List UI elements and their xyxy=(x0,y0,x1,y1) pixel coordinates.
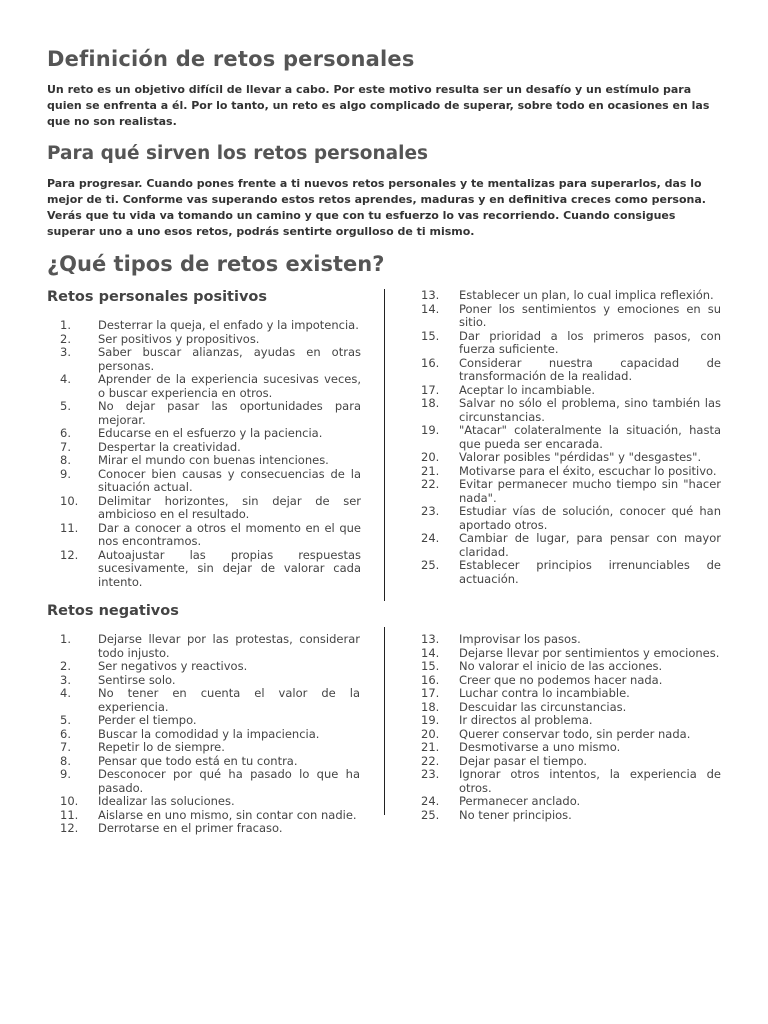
list-item-number: 14. xyxy=(421,301,440,316)
list-item xyxy=(421,701,721,715)
list-item xyxy=(421,714,721,728)
list-item-text: Ser negativos y reactivos. xyxy=(98,659,248,673)
negative-list-left xyxy=(60,633,360,836)
list-item-text: Establecer principios irrenunciables de actuación. xyxy=(459,558,721,586)
list-item-text: Idealizar las soluciones. xyxy=(98,794,235,808)
list-item-text: Cambiar de lugar, para pensar con mayor claridad. xyxy=(459,531,721,559)
list-item-text: Aprender de la experiencia sucesivas veces, o buscar experiencia en otros. xyxy=(98,372,361,400)
list-item xyxy=(60,346,361,373)
list-item-text: Estudiar vías de solución, conocer qué han aportado otros. xyxy=(459,504,721,532)
list-item-number: 11. xyxy=(60,520,79,535)
list-item xyxy=(60,755,360,769)
list-item-number: 3. xyxy=(60,345,71,359)
negative-challenges-heading: Retos negativos xyxy=(47,603,179,619)
list-item-number: 5. xyxy=(60,399,71,413)
list-item xyxy=(421,660,721,674)
list-item-number: 11. xyxy=(60,807,79,822)
list-item xyxy=(60,468,361,495)
column-divider xyxy=(384,627,385,815)
list-item-text: Aislarse en uno mismo, sin contar con nadie. xyxy=(98,807,357,822)
list-item xyxy=(60,674,360,688)
list-item-number: 16. xyxy=(421,355,440,370)
list-item-number: 13. xyxy=(421,632,440,646)
list-item-text: No dejar pasar las oportunidades para mejorar. xyxy=(98,399,361,427)
list-item-text: Establecer un plan, lo cual implica reflexión. xyxy=(459,288,714,302)
list-item xyxy=(421,384,721,398)
list-item xyxy=(60,441,361,455)
list-item-text: Autoajustar las propias respuestas sucesivamente, sin dejar de valorar cada intento. xyxy=(98,547,361,589)
list-item xyxy=(60,522,361,549)
list-item-number: 17. xyxy=(421,686,440,700)
list-item-number: 23. xyxy=(421,504,440,518)
list-item-text: Motivarse para el éxito, escuchar lo positivo. xyxy=(459,463,717,478)
list-item-number: 17. xyxy=(421,382,440,397)
list-item xyxy=(60,728,360,742)
page-title: Definición de retos personales xyxy=(47,47,415,71)
list-item xyxy=(60,373,361,400)
list-item-number: 20. xyxy=(421,726,440,741)
positive-list-right xyxy=(421,289,721,586)
column-divider xyxy=(384,289,385,601)
list-item-text: Buscar la comodidad y la impaciencia. xyxy=(98,726,320,741)
list-item xyxy=(421,424,721,451)
list-item-number: 9. xyxy=(60,466,71,481)
list-item-number: 21. xyxy=(421,740,440,754)
list-item-text: Dar a conocer a otros el momento en el que nos encontramos. xyxy=(98,520,361,548)
list-item-text: Desmotivarse a uno mismo. xyxy=(459,740,621,754)
list-item-text: Poner los sentimientos y emociones en su sitio. xyxy=(459,301,721,329)
list-item-number: 6. xyxy=(60,426,71,440)
list-item-text: Dejar pasar el tiempo. xyxy=(459,753,588,768)
list-item-text: Repetir lo de siempre. xyxy=(98,740,225,754)
list-item xyxy=(60,795,360,809)
section-heading-purpose: Para qué sirven los retos personales xyxy=(47,143,429,164)
list-item-text: No valorar el inicio de las acciones. xyxy=(459,659,663,673)
list-item-text: Pensar que todo está en tu contra. xyxy=(98,753,298,768)
purpose-paragraph: Para progresar. Cuando pones frente a ti nuevos retos personales y te mentalizas para superarlos, das lo mejor de ti. Conforme vas superando estos retos aprendes, maduras y en definitiva creces como persona. Verás que tu vida va tomando un camino y que con tu esfuerzo lo vas recorriendo. Cuando consigues superar uno a uno esos retos, podrás sentirte orgulloso de ti mismo. xyxy=(47,177,706,238)
list-item xyxy=(421,505,721,532)
list-item-number: 15. xyxy=(421,659,440,673)
list-item xyxy=(60,400,361,427)
list-item-number: 18. xyxy=(421,699,440,714)
list-item xyxy=(421,674,721,688)
list-item-number: 10. xyxy=(60,493,79,508)
list-item-number: 7. xyxy=(60,439,71,454)
list-item xyxy=(421,728,721,742)
list-item-number: 2. xyxy=(60,659,71,673)
list-item-number: 7. xyxy=(60,740,71,754)
list-item xyxy=(60,768,360,795)
list-item-number: 3. xyxy=(60,672,71,687)
list-item xyxy=(421,357,721,384)
list-item-number: 20. xyxy=(421,450,440,464)
list-item-number: 19. xyxy=(421,713,440,727)
list-item-text: Desterrar la queja, el enfado y la impotencia. xyxy=(98,318,359,332)
list-item-text: Educarse en el esfuerzo y la paciencia. xyxy=(98,426,323,440)
list-item xyxy=(421,741,721,755)
list-item-text: Salvar no sólo el problema, sino también las circunstancias. xyxy=(459,396,721,424)
list-item-text: Aceptar lo incambiable. xyxy=(459,382,596,397)
list-item-number: 2. xyxy=(60,331,71,346)
list-item xyxy=(421,289,721,303)
list-item xyxy=(60,333,361,347)
list-item-text: Creer que no podemos hacer nada. xyxy=(459,672,663,687)
list-item xyxy=(421,465,721,479)
list-item-number: 14. xyxy=(421,645,440,660)
list-item-number: 4. xyxy=(60,686,71,700)
list-item-text: Despertar la creatividad. xyxy=(98,439,241,454)
list-item xyxy=(60,687,360,714)
list-item xyxy=(60,741,360,755)
list-item-text: Ser positivos y propositivos. xyxy=(98,331,260,346)
list-item xyxy=(60,427,361,441)
list-item-text: Ignorar otros intentos, la experiencia de otros. xyxy=(459,767,721,795)
list-item-text: Delimitar horizontes, sin dejar de ser ambicioso en el resultado. xyxy=(98,493,361,521)
positive-list-left xyxy=(60,319,361,589)
list-item-text: Desconocer por qué ha pasado lo que ha pasado. xyxy=(98,767,360,795)
list-item-number: 18. xyxy=(421,396,440,410)
list-item-number: 25. xyxy=(421,558,440,572)
list-item xyxy=(421,795,721,809)
positive-challenges-heading: Retos personales positivos xyxy=(47,289,268,305)
list-item-text: Luchar contra lo incambiable. xyxy=(459,686,630,700)
list-item xyxy=(60,822,360,836)
list-item-number: 6. xyxy=(60,726,71,741)
list-item xyxy=(421,532,721,559)
section-heading-types: ¿Qué tipos de retos existen? xyxy=(47,252,385,276)
list-item-number: 24. xyxy=(421,531,440,545)
list-item-text: No tener principios. xyxy=(459,807,572,822)
list-item-text: Mirar el mundo con buenas intenciones. xyxy=(98,453,329,467)
list-item-number: 9. xyxy=(60,767,71,781)
list-item-number: 19. xyxy=(421,423,440,437)
list-item-text: Sentirse solo. xyxy=(98,672,176,687)
list-item-number: 21. xyxy=(421,463,440,478)
list-item-text: Evitar permanecer mucho tiempo sin "hacer nada". xyxy=(459,477,721,505)
list-item xyxy=(60,660,360,674)
list-item xyxy=(60,633,360,660)
list-item xyxy=(421,768,721,795)
list-item-number: 12. xyxy=(60,821,79,835)
list-item-number: 4. xyxy=(60,372,71,386)
list-item xyxy=(421,755,721,769)
list-item xyxy=(421,633,721,647)
list-item-number: 16. xyxy=(421,672,440,687)
list-item-number: 22. xyxy=(421,753,440,768)
list-item xyxy=(60,809,360,823)
list-item xyxy=(421,647,721,661)
list-item-text: Descuidar las circunstancias. xyxy=(459,699,627,714)
list-item xyxy=(60,549,361,590)
list-item-text: "Atacar" colateralmente la situación, hasta que pueda ser encarada. xyxy=(459,423,721,451)
list-item xyxy=(60,714,360,728)
list-item-text: Dar prioridad a los primeros pasos, con fuerza suficiente. xyxy=(459,328,721,356)
list-item xyxy=(60,454,361,468)
list-item xyxy=(60,319,361,333)
list-item-number: 24. xyxy=(421,794,440,808)
list-item xyxy=(421,397,721,424)
list-item-text: Derrotarse en el primer fracaso. xyxy=(98,821,283,835)
list-item-number: 8. xyxy=(60,453,71,467)
list-item-text: No tener en cuenta el valor de la experiencia. xyxy=(98,686,360,714)
list-item-text: Considerar nuestra capacidad de transformación de la realidad. xyxy=(459,355,721,383)
list-item xyxy=(421,330,721,357)
list-item-text: Ir directos al problema. xyxy=(459,713,593,727)
list-item-number: 25. xyxy=(421,807,440,822)
list-item xyxy=(421,478,721,505)
list-item-number: 8. xyxy=(60,753,71,768)
list-item xyxy=(421,809,721,823)
list-item xyxy=(421,687,721,701)
list-item-number: 10. xyxy=(60,794,79,808)
list-item-text: Saber buscar alianzas, ayudas en otras personas. xyxy=(98,345,361,373)
list-item xyxy=(421,559,721,586)
list-item-text: Querer conservar todo, sin perder nada. xyxy=(459,726,691,741)
list-item xyxy=(60,495,361,522)
list-item xyxy=(421,451,721,465)
list-item-text: Valorar posibles "pérdidas" y "desgastes". xyxy=(459,450,702,464)
list-item-number: 23. xyxy=(421,767,440,781)
list-item-number: 1. xyxy=(60,632,71,646)
list-item-number: 1. xyxy=(60,318,71,332)
list-item-number: 5. xyxy=(60,713,71,727)
list-item-text: Dejarse llevar por sentimientos y emociones. xyxy=(459,645,720,660)
list-item-text: Perder el tiempo. xyxy=(98,713,197,727)
list-item-text: Improvisar los pasos. xyxy=(459,632,581,646)
list-item xyxy=(421,303,721,330)
list-item-number: 13. xyxy=(421,288,440,302)
list-item-number: 22. xyxy=(421,477,440,491)
negative-list-right xyxy=(421,633,721,822)
list-item-text: Permanecer anclado. xyxy=(459,794,581,808)
intro-paragraph: Un reto es un objetivo difícil de llevar a cabo. Por este motivo resulta ser un desafío y un estímulo para quien se enfrenta a él. Por lo tanto, un reto es algo complicado de superar, sobre todo en ocasiones en las que no son realistas. xyxy=(47,83,710,128)
list-item-number: 15. xyxy=(421,328,440,343)
list-item-text: Dejarse llevar por las protestas, considerar todo injusto. xyxy=(98,632,360,660)
list-item-text: Conocer bien causas y consecuencias de la situación actual. xyxy=(98,466,361,494)
list-item-number: 12. xyxy=(60,547,79,562)
